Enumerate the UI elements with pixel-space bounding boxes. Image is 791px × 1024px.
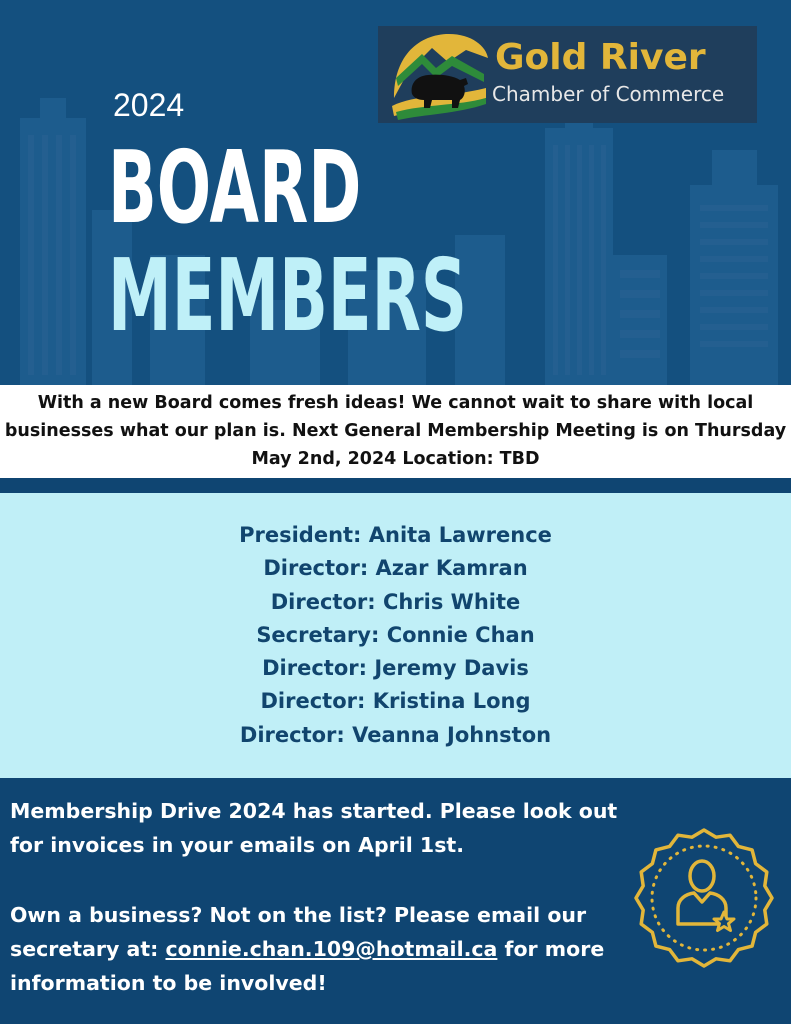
header-banner <box>0 0 791 385</box>
intro-band <box>0 385 791 478</box>
contact-text <box>10 898 630 1000</box>
contact-text-before: Own a business? Not on the list? Please email our secretary at: <box>10 903 587 961</box>
board-member-item: Director: Veanna Johnston <box>239 722 552 747</box>
board-members-panel <box>0 493 791 778</box>
footer-panel <box>0 778 791 1024</box>
header-year: 2024 <box>113 87 185 123</box>
board-member-item: Director: Azar Kamran <box>263 556 528 581</box>
title-members: MEMBERS <box>108 237 467 354</box>
board-member-item: Director: Kristina Long <box>260 689 531 714</box>
logo-name: Gold River <box>495 37 706 78</box>
board-member-item: Secretary: Connie Chan <box>256 622 535 647</box>
board-member-item: President: Anita Lawrence <box>239 523 552 547</box>
logo-subtitle: Chamber of Commerce <box>492 82 725 106</box>
board-member-item: Director: Jeremy Davis <box>262 656 529 681</box>
member-star-badge-icon <box>632 826 776 970</box>
board-member-list <box>0 493 791 752</box>
title-board: BOARD <box>108 129 362 246</box>
bear-mountain-emblem-icon <box>386 28 492 121</box>
contact-text-after: for more information to be involved! <box>10 937 605 995</box>
secretary-email-link[interactable]: connie.chan.109@hotmail.ca <box>165 937 498 961</box>
gold-river-logo <box>378 26 757 123</box>
board-member-item: Director: Chris White <box>270 589 521 614</box>
membership-drive-text: Membership Drive 2024 has started. Please look out for invoices in your emails on April 1st. <box>10 799 618 857</box>
intro-text: With a new Board comes fresh ideas! We cannot wait to share with local businesses what our plan is. Next General Membership Meeting is on Thursday May 2nd, 2024 Location: TBD <box>4 393 787 469</box>
